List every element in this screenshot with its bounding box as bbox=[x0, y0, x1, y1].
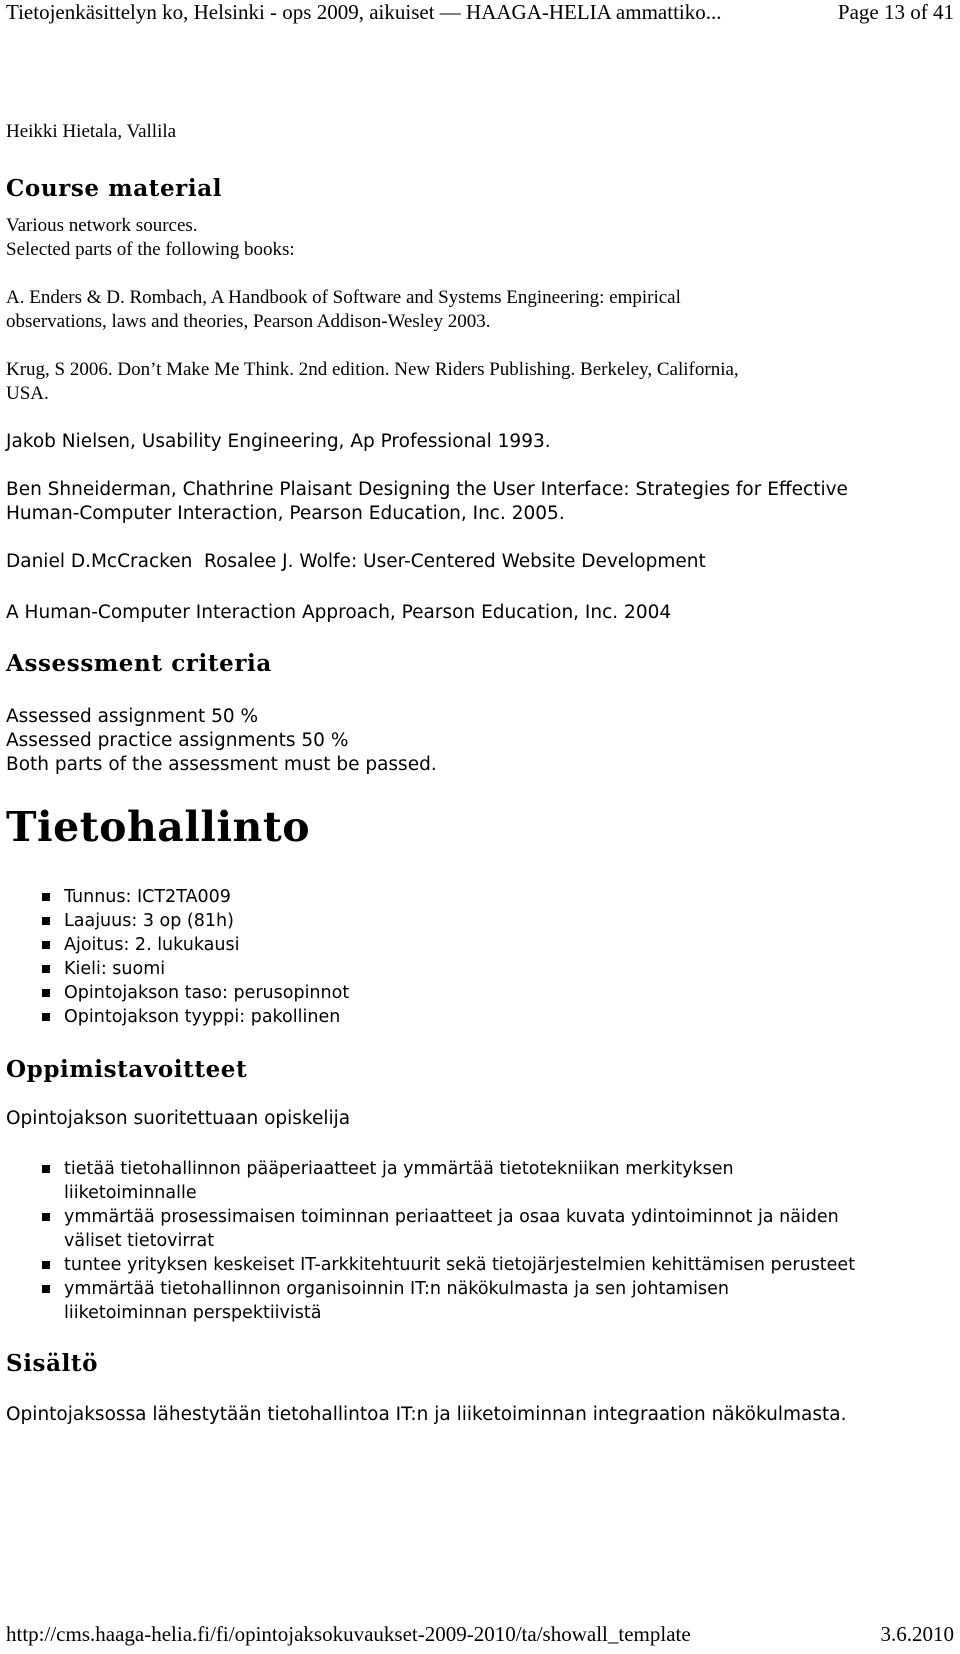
reference-line: A Human-Computer Interaction Approach, Pearson Education, Inc. 2004 bbox=[6, 602, 672, 623]
assessment-line: Assessed practice assignments 50 % bbox=[6, 730, 349, 751]
objective-line: liiketoiminnan perspektiivistä bbox=[64, 1303, 322, 1323]
footer-url: http://cms.haaga-helia.fi/fi/opintojaksokuvaukset-2009-2010/ta/showall_template bbox=[6, 1622, 691, 1646]
assessment-lines bbox=[6, 705, 946, 777]
teacher-location: Heikki Hietala, Vallila bbox=[6, 121, 177, 142]
fact-item: Opintojakson tyyppi: pakollinen bbox=[6, 1005, 946, 1029]
content-text: Opintojaksossa lähestytään tietohallintoa IT:n ja liiketoiminnan integraation näkökulmasta. bbox=[6, 1404, 847, 1425]
fact-item: Kieli: suomi bbox=[6, 957, 946, 981]
reference-line: Krug, S 2006. Don’t Make Me Think. 2nd edition. New Riders Publishing. Berkeley, California, bbox=[6, 359, 739, 380]
print-header bbox=[6, 0, 954, 25]
objective-line: ymmärtää prosessimaisen toiminnan periaatteet ja osaa kuvata ydintoiminnot ja näiden bbox=[64, 1207, 839, 1227]
objectives-list bbox=[6, 1157, 946, 1325]
fact-item: Laajuus: 3 op (81h) bbox=[6, 909, 946, 933]
objective-item bbox=[6, 1253, 946, 1277]
objective-item bbox=[6, 1205, 946, 1253]
reference-item bbox=[6, 430, 946, 454]
objective-item bbox=[6, 1157, 946, 1205]
header-title: Tietojenkäsittelyn ko, Helsinki - ops 2009, aikuiset — HAAGA-HELIA ammattiko... bbox=[6, 0, 722, 24]
reference-line: Human-Computer Interaction, Pearson Education, Inc. 2005. bbox=[6, 503, 565, 524]
objective-line: tuntee yrityksen keskeiset IT-arkkitehtuurit sekä tietojärjestelmien kehittämisen perusteet bbox=[64, 1255, 856, 1275]
reference-item bbox=[6, 550, 946, 574]
fact-item: Tunnus: ICT2TA009 bbox=[6, 885, 946, 909]
fact-item: Ajoitus: 2. lukukausi bbox=[6, 933, 946, 957]
objective-item bbox=[6, 1277, 946, 1325]
footer-date: 3.6.2010 bbox=[880, 1622, 954, 1646]
reference-item bbox=[6, 478, 946, 526]
assessment-line: Assessed assignment 50 % bbox=[6, 706, 259, 727]
reference-line: USA. bbox=[6, 383, 49, 404]
header-page-number: Page 13 of 41 bbox=[837, 0, 954, 24]
reference-line: observations, laws and theories, Pearson Addison-Wesley 2003. bbox=[6, 311, 491, 332]
objective-line: ymmärtää tietohallinnon organisoinnin IT:n näkökulmasta ja sen johtamisen bbox=[64, 1279, 729, 1299]
objectives-intro: Opintojakson suoritettuaan opiskelija bbox=[6, 1108, 351, 1129]
course-title: Tietohallinto bbox=[6, 803, 311, 851]
course-facts-list bbox=[6, 885, 946, 1029]
intro-line: Selected parts of the following books: bbox=[6, 239, 295, 260]
document-body bbox=[6, 120, 946, 1427]
course-material-heading: Course material bbox=[6, 175, 223, 202]
reference-line: A. Enders & D. Rombach, A Handbook of Software and Systems Engineering: empirical bbox=[6, 287, 681, 308]
course-material-intro bbox=[6, 214, 946, 262]
assessment-heading: Assessment criteria bbox=[6, 650, 272, 677]
content-heading: Sisältö bbox=[6, 1350, 99, 1377]
reference-item bbox=[6, 286, 946, 334]
reference-item bbox=[6, 601, 946, 625]
print-footer bbox=[6, 1622, 954, 1647]
objectives-heading: Oppimistavoitteet bbox=[6, 1056, 248, 1083]
objective-line: tietää tietohallinnon pääperiaatteet ja ymmärtää tietotekniikan merkityksen bbox=[64, 1159, 734, 1179]
reference-line: Ben Shneiderman, Chathrine Plaisant Designing the User Interface: Strategies for Effective bbox=[6, 479, 848, 500]
assessment-line: Both parts of the assessment must be passed. bbox=[6, 754, 437, 775]
reference-line: Jakob Nielsen, Usability Engineering, Ap Professional 1993. bbox=[6, 431, 551, 452]
fact-item: Opintojakson taso: perusopinnot bbox=[6, 981, 946, 1005]
reference-item bbox=[6, 358, 946, 406]
intro-line: Various network sources. bbox=[6, 215, 198, 236]
reference-line: Daniel D.McCracken Rosalee J. Wolfe: User-Centered Website Development bbox=[6, 551, 706, 572]
objective-line: liiketoiminnalle bbox=[64, 1183, 197, 1203]
objective-line: väliset tietovirrat bbox=[64, 1231, 215, 1251]
